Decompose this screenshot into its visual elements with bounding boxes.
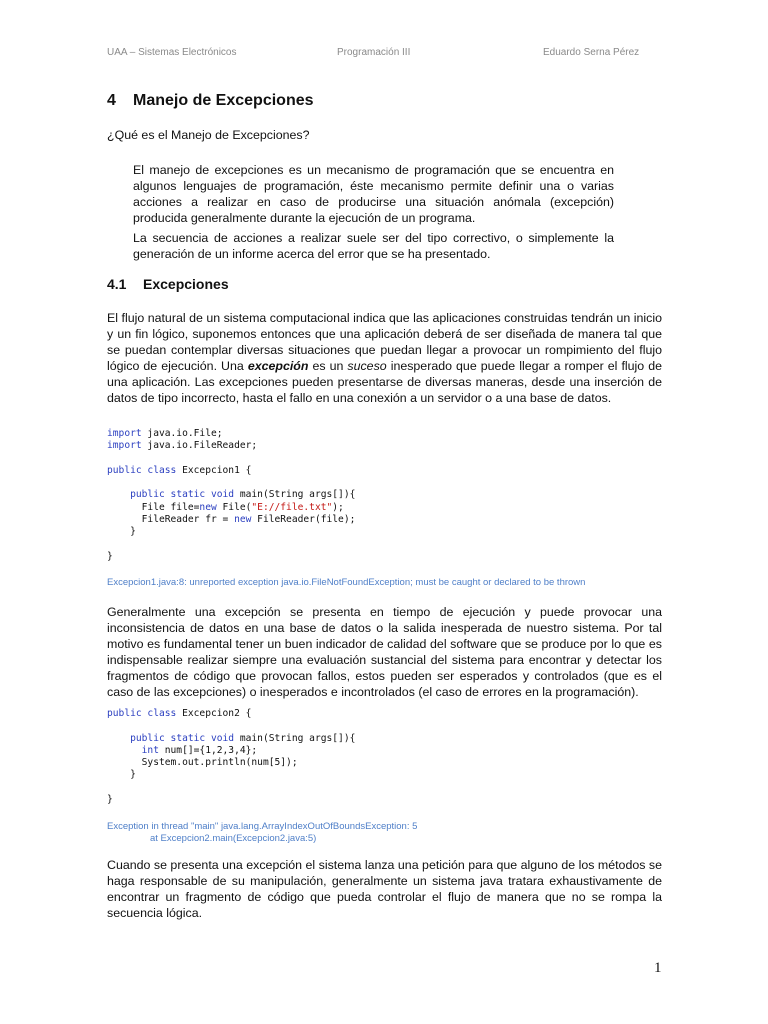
section-heading (107, 92, 314, 110)
header-subject: Programación III (337, 47, 411, 58)
code2-line (107, 708, 251, 719)
code2-line (107, 769, 136, 780)
code-keyword: public static void (130, 732, 235, 744)
definition-paragraph: El manejo de excepciones es un mecanismo de programación que se encuentra en algunos lenguajes de programación, éste mecanismo permite definir una o varias acciones a realizar en caso de producirse una situación anómala (excepción) producida generalmente durante la ejecución de un programa. (133, 163, 614, 225)
code-keyword: new (234, 514, 252, 526)
code-text: Excepcion1 { (176, 464, 252, 476)
code-text: FileReader fr = (107, 514, 235, 526)
subsection-heading (107, 276, 229, 292)
code2-line (107, 745, 257, 756)
code-text: Excepcion2 { (176, 708, 252, 719)
code-text (107, 733, 130, 744)
code-keyword: import (107, 428, 142, 439)
code-text: java.io.File; (141, 428, 223, 439)
code2-line (107, 733, 355, 744)
header-course: UAA – Sistemas Electrónicos (107, 47, 237, 58)
header-author: Eduardo Serna Pérez (543, 47, 640, 58)
code-text: } (107, 526, 136, 538)
code-keyword: public class (107, 464, 177, 476)
code-text: java.io.FileReader; (141, 440, 258, 452)
code-text: } (107, 550, 113, 562)
code1-line (107, 502, 344, 513)
code-keyword: public static void (130, 489, 235, 501)
code1-line (107, 428, 223, 439)
code-text: main(String args[]){ (234, 489, 356, 501)
code-text: FileReader(file); (251, 514, 356, 526)
section-number: 4 (107, 92, 116, 109)
code-text: File file= (107, 501, 200, 513)
code2-line (107, 757, 298, 768)
page-number: 1 (654, 960, 662, 976)
term-excepcion: excepción (247, 359, 309, 373)
code-keyword: int (141, 744, 159, 756)
runtime-error-output (107, 821, 417, 846)
code1-line (107, 514, 355, 525)
term-suceso: suceso (347, 359, 387, 373)
code-keyword: import (107, 440, 142, 452)
code-text: File( (216, 501, 252, 513)
compiler-error-output: Excepcion1.java:8: unreported exception java.io.FileNotFoundException; must be caught or declared to be thrown (107, 577, 586, 588)
code1-line (107, 440, 257, 451)
code-text: num[]={1,2,3,4}; (158, 744, 258, 756)
code-keyword: public class (107, 708, 177, 719)
code-text: } (107, 769, 136, 781)
code-block-excepcion2 (107, 708, 355, 806)
code-text: main(String args[]){ (234, 732, 356, 744)
subsection-title: Excepciones (143, 276, 229, 292)
code2-line (107, 794, 113, 805)
code1-line (107, 551, 113, 562)
section-question: ¿Qué es el Manejo de Excepciones? (107, 128, 310, 142)
section-title: Manejo de Excepciones (133, 92, 314, 109)
code-text: ); (332, 501, 344, 513)
runtime-paragraph: Generalmente una excepción se presenta en tiempo de ejecución y puede provocar una inconsistencia de datos en una base de datos o la salida inesperada de nuestro sistema. Por tal motivo es fundamental tener un buen indicador de calidad del software que se produce por lo que es indispensable realizar siempre una evaluación sustancial del sistema para encontrar y detectar los fragmentos de código que provocan fallos, estos pueden ser esperados y controlados (que es el caso de las excepciones) o inesperados e incontrolados (el caso de errores en la programación). (107, 605, 662, 699)
handling-paragraph: Cuando se presenta una excepción el sistema lanza una petición para que alguno de los métodos se haga responsable de su manipulación, generalmente un sistema java tratara exhaustivamente de encontrar un fragmento de código que pueda controlar el flujo de manera que no se rompa la secuencia lógica. (107, 858, 662, 920)
code1-line (107, 526, 136, 537)
code-text: System.out.println(num[5]); (107, 757, 298, 769)
subsection-number: 4.1 (107, 276, 127, 292)
runtime-error-line2: at Excepcion2.main(Excepcion2.java:5) (150, 833, 317, 845)
flow-paragraph: El flujo natural de un sistema computacional indica que las aplicaciones construidas tendrán un inicio y un fin lógico, suponemos entonces que una aplicación deberá de ser diseñada de manera tal que se puedan contemplar diversas situaciones que puedan llegar a provocar un rompimiento del flujo lógico de ejecución. Una excepción es un suceso inesperado que puede llegar a romper el flujo de una aplicación. Las excepciones pueden presentarse de diversas maneras, desde una inserción de datos de tipo incorrecto, hasta el fallo en una conexión a un servidor o a una base de datos. (107, 311, 662, 405)
sequence-paragraph: La secuencia de acciones a realizar suele ser del tipo correctivo, o simplemente la generación de un informe acerca del error que se ha presentado. (133, 231, 614, 261)
code1-line (107, 465, 251, 476)
code-text: } (107, 794, 113, 806)
code-block-excepcion1 (107, 428, 355, 563)
code-text (107, 745, 142, 756)
runtime-error-line1: Exception in thread "main" java.lang.ArrayIndexOutOfBoundsException: 5 (107, 821, 418, 832)
code-keyword: new (199, 501, 217, 513)
code-string: "E://file.txt" (251, 501, 333, 513)
code1-line (107, 489, 355, 500)
code-text (107, 489, 130, 500)
